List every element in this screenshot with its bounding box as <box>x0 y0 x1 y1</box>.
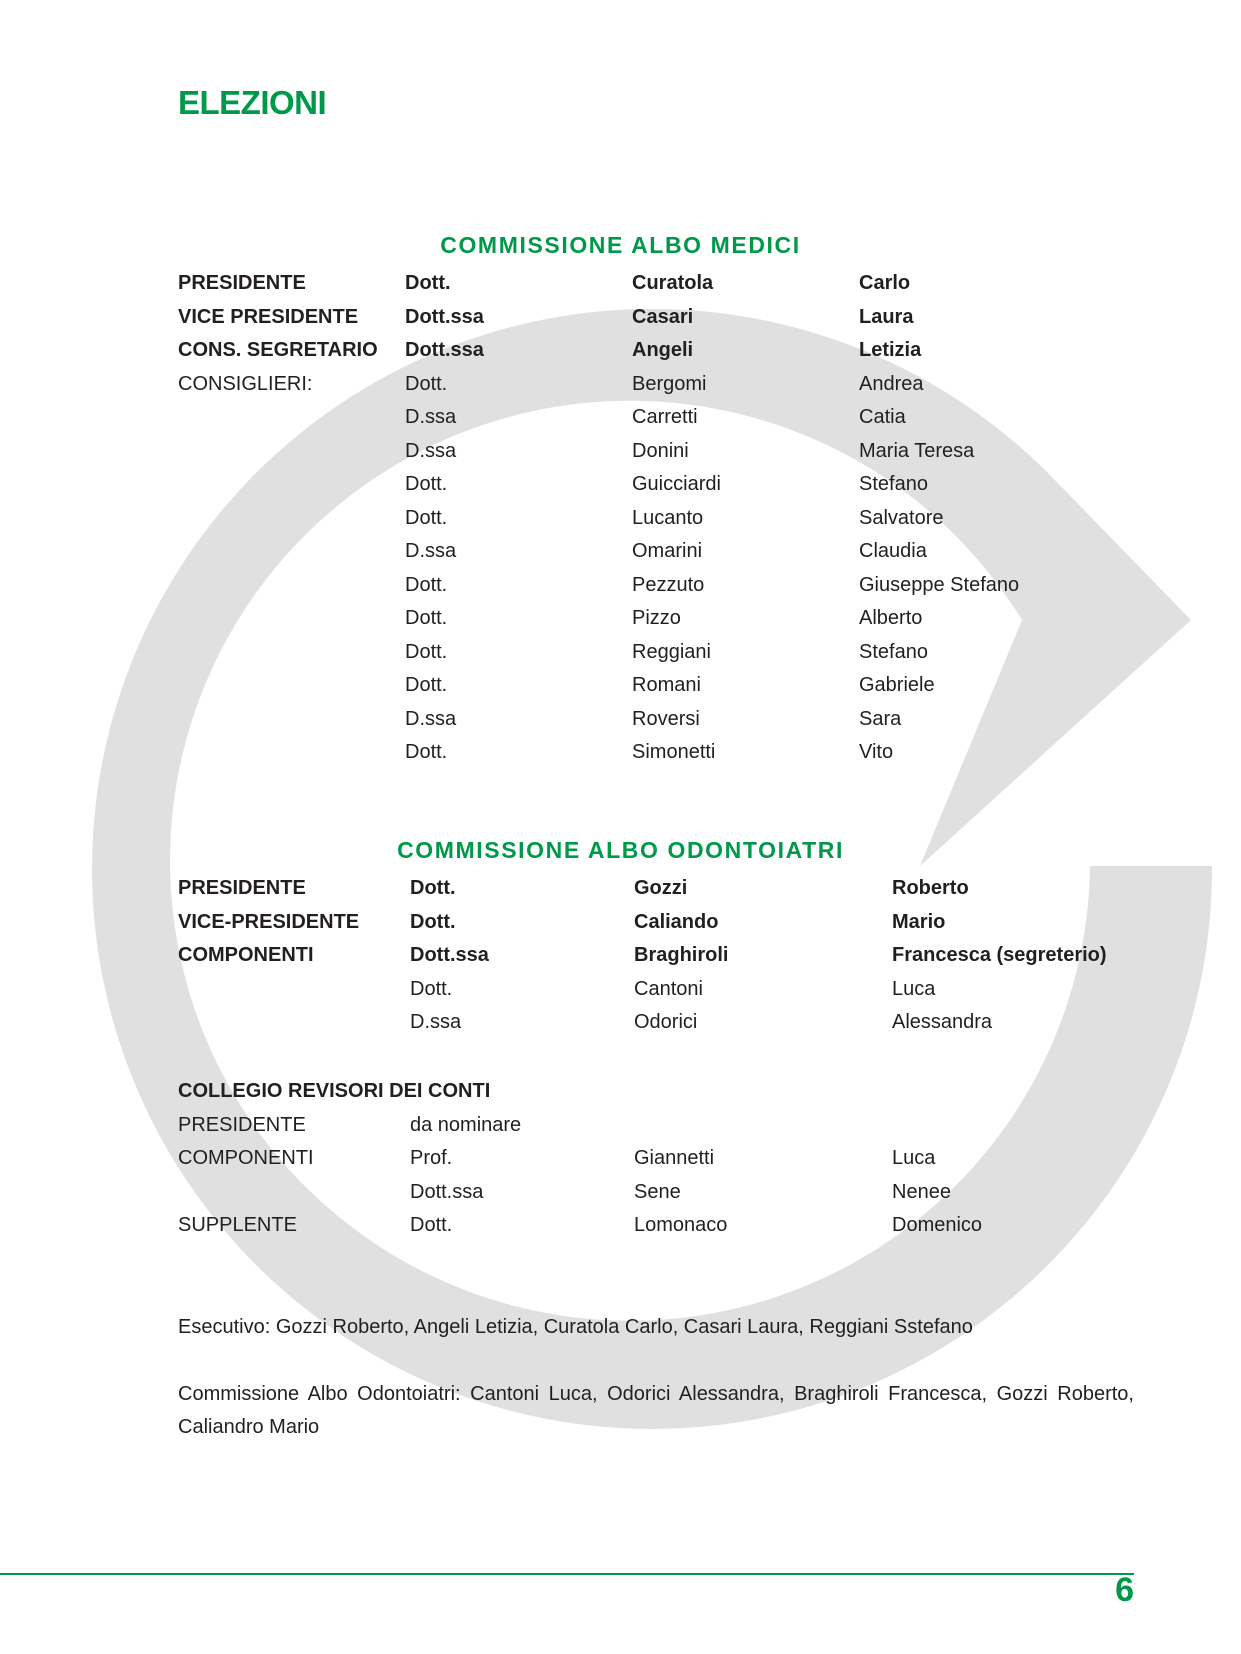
cell-name: Laura <box>859 305 914 328</box>
cell-surname: Curatola <box>632 272 714 294</box>
cell-surname: Reggiani <box>632 640 711 663</box>
section-heading-revisori: COLLEGIO REVISORI DEI CONTI <box>178 1080 491 1102</box>
cell-surname: Odorici <box>634 1011 698 1033</box>
cell-name: Alessandra <box>892 1011 993 1033</box>
cell-title: Dott. <box>405 741 448 763</box>
cell-role: SUPPLENTE <box>178 1214 297 1236</box>
cell-role <box>178 468 405 502</box>
cell-role <box>178 535 405 569</box>
table-row <box>178 502 1159 536</box>
cell-name: Francesca (segreterio) <box>892 944 1107 966</box>
cell-title: Dott. <box>405 640 448 663</box>
cell-role <box>178 1006 410 1040</box>
cell-title: Prof. <box>410 1147 453 1169</box>
cell-name: Catia <box>859 406 906 428</box>
cell-role: VICE PRESIDENTE <box>178 305 359 328</box>
cell-role: PRESIDENTE <box>178 877 306 899</box>
table-row <box>178 906 1192 940</box>
table-row <box>178 602 1159 636</box>
table-row <box>178 1176 1192 1210</box>
cell-name: Roberto <box>892 877 969 899</box>
cell-surname: Guicciardi <box>632 473 721 495</box>
cell-surname: Cantoni <box>634 977 703 1000</box>
page-title: ELEZIONI <box>178 84 327 121</box>
table-row <box>178 468 1159 502</box>
cell-surname <box>634 1109 892 1143</box>
table-row <box>178 368 1159 402</box>
table-row <box>178 703 1159 737</box>
cell-name: Domenico <box>892 1214 983 1236</box>
cell-name: Vito <box>859 741 894 763</box>
cell-role <box>178 736 405 770</box>
cell-name: Salvatore <box>859 506 944 529</box>
cell-surname: Lomonaco <box>634 1214 728 1236</box>
cell-surname: Gozzi <box>634 877 688 899</box>
cell-role: PRESIDENTE <box>178 1113 306 1136</box>
cell-role: VICE-PRESIDENTE <box>178 910 360 933</box>
cell-surname: Caliando <box>634 910 719 933</box>
cell-title: D.ssa <box>410 1011 462 1033</box>
cell-title: Dott. <box>405 674 448 696</box>
cell-surname: Braghiroli <box>634 944 729 966</box>
cell-role: CONS. SEGRETARIO <box>178 339 378 361</box>
table-row <box>178 535 1159 569</box>
cell-title: Dott. <box>405 272 451 294</box>
cell-role: COMPONENTI <box>178 1147 314 1169</box>
cell-role <box>178 703 405 737</box>
cell-title: Dott. <box>405 573 448 596</box>
table-row <box>178 301 1159 335</box>
cell-surname: Pezzuto <box>632 573 705 596</box>
cell-name: Gabriele <box>859 674 935 696</box>
cell-name: Claudia <box>859 540 927 562</box>
cell-title: Dott. <box>410 877 456 899</box>
table-row <box>178 1142 1192 1176</box>
cell-name <box>892 1109 1192 1143</box>
cell-title: Dott.ssa <box>410 944 489 966</box>
cell-name: Andrea <box>859 372 924 395</box>
cell-role <box>178 1176 410 1210</box>
cell-surname: Lucanto <box>632 506 704 529</box>
table-row <box>178 669 1159 703</box>
table-row <box>178 1209 1192 1243</box>
table-row <box>178 569 1159 603</box>
commissione-note-paragraph: Commissione Albo Odontoiatri: Cantoni Luca, Odorici Alessandra, Braghiroli Francesca, Gozzi Roberto, Caliandro Mario <box>178 1383 1134 1438</box>
cell-name: Mario <box>892 910 946 933</box>
table-row <box>178 435 1159 469</box>
cell-name: Sara <box>859 707 902 730</box>
cell-role <box>178 602 405 636</box>
cell-title: da nominare <box>410 1113 522 1136</box>
cell-surname: Casari <box>632 305 694 328</box>
cell-role <box>178 636 405 670</box>
cell-surname: Sene <box>634 1180 681 1203</box>
table-medici <box>178 267 1159 770</box>
cell-surname: Angeli <box>632 339 694 361</box>
section-heading-medici: COMMISSIONE ALBO MEDICI <box>440 232 801 258</box>
cell-surname: Simonetti <box>632 741 716 763</box>
table-row <box>178 636 1159 670</box>
table-row <box>178 736 1159 770</box>
cell-title: Dott. <box>410 977 453 1000</box>
table-odontoiatri <box>178 872 1192 1040</box>
cell-title: Dott.ssa <box>405 305 484 328</box>
cell-title: Dott. <box>405 607 448 629</box>
cell-surname: Pizzo <box>632 607 681 629</box>
cell-name: Nenee <box>892 1180 951 1203</box>
cell-role <box>178 401 405 435</box>
cell-surname: Omarini <box>632 540 703 562</box>
cell-surname: Roversi <box>632 707 700 730</box>
cell-title: Dott. <box>410 1214 453 1236</box>
cell-role: CONSIGLIERI: <box>178 372 313 395</box>
cell-surname: Donini <box>632 439 689 462</box>
table-row <box>178 973 1192 1007</box>
cell-name: Alberto <box>859 607 923 629</box>
cell-surname: Giannetti <box>634 1147 715 1169</box>
cell-name: Stefano <box>859 473 928 495</box>
cell-name: Giuseppe Stefano <box>859 573 1020 596</box>
cell-name: Letizia <box>859 339 922 361</box>
table-revisori <box>178 1075 1192 1243</box>
cell-title: Dott. <box>405 372 448 395</box>
cell-title: Dott.ssa <box>405 339 484 361</box>
table-row <box>178 872 1192 906</box>
table-row <box>178 401 1159 435</box>
cell-surname: Bergomi <box>632 372 707 395</box>
cell-role <box>178 502 405 536</box>
cell-name: Luca <box>892 977 936 1000</box>
cell-name: Maria Teresa <box>859 439 975 462</box>
cell-surname: Romani <box>632 674 701 696</box>
cell-name: Stefano <box>859 640 928 663</box>
cell-role <box>178 569 405 603</box>
cell-name: Luca <box>892 1147 936 1169</box>
footer-divider <box>0 1573 1134 1575</box>
page-number: 6 <box>1115 1571 1134 1609</box>
cell-role <box>178 435 405 469</box>
table-row <box>178 1109 1192 1143</box>
cell-title: Dott.ssa <box>410 1180 484 1203</box>
table-row <box>178 939 1192 973</box>
cell-role <box>178 669 405 703</box>
cell-title: D.ssa <box>405 406 457 428</box>
cell-title: Dott. <box>410 910 456 933</box>
section-heading-odontoiatri: COMMISSIONE ALBO ODONTOIATRI <box>397 837 844 863</box>
cell-surname: Carretti <box>632 406 698 428</box>
cell-role: PRESIDENTE <box>178 272 306 294</box>
revisori-heading-row <box>178 1075 1192 1109</box>
esecutivo-paragraph: Esecutivo: Gozzi Roberto, Angeli Letizia, Curatola Carlo, Casari Laura, Reggiani Sstefano <box>178 1316 973 1338</box>
table-row <box>178 267 1159 301</box>
cell-name: Carlo <box>859 272 911 294</box>
cell-title: Dott. <box>405 506 448 529</box>
cell-role <box>178 973 410 1007</box>
cell-title: Dott. <box>405 473 448 495</box>
table-row <box>178 1006 1192 1040</box>
cell-title: D.ssa <box>405 540 457 562</box>
cell-title: D.ssa <box>405 707 457 730</box>
cell-title: D.ssa <box>405 439 457 462</box>
cell-role: COMPONENTI <box>178 944 314 966</box>
table-row <box>178 334 1159 368</box>
